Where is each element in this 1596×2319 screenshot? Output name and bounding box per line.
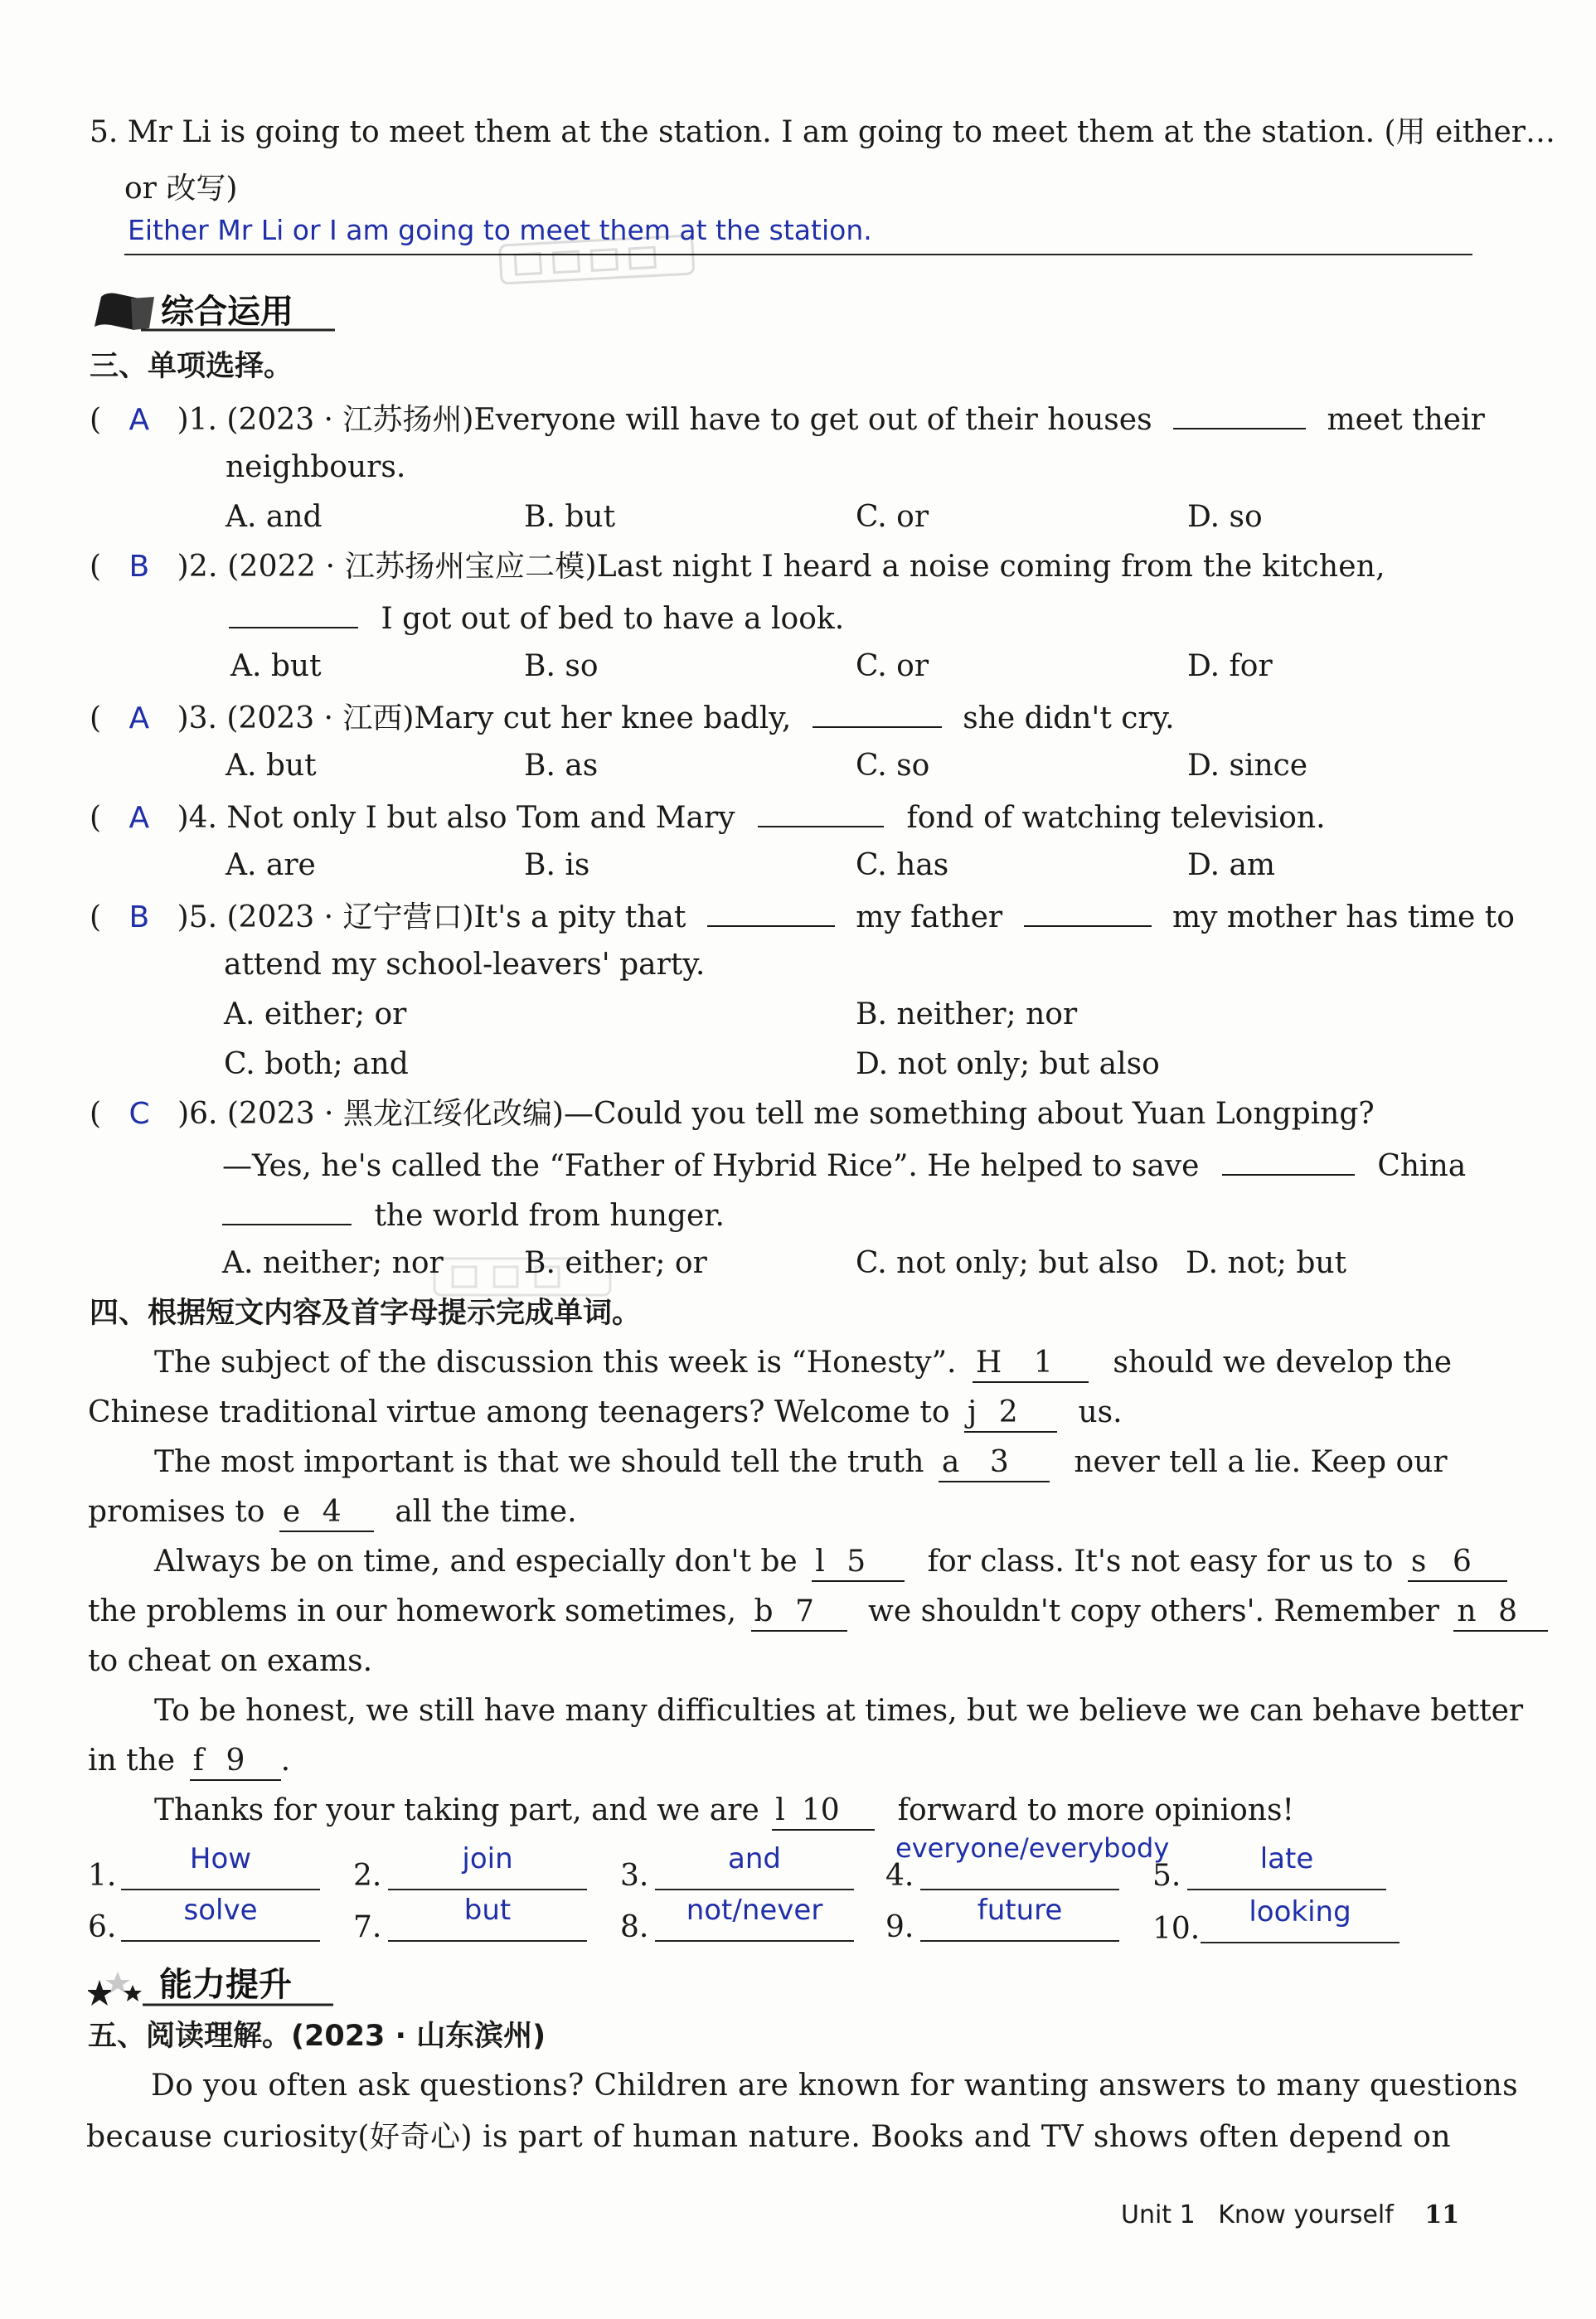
- q5-row: [90, 897, 1515, 936]
- q1-opt-d: D. so: [1187, 500, 1263, 534]
- q6-blank-1: [1222, 1146, 1355, 1176]
- q5-blank-1: [707, 897, 835, 927]
- part3-title: 三、单项选择。: [90, 350, 293, 383]
- hint-5-number: 5: [847, 1545, 866, 1579]
- q6-line2-row: [222, 1146, 1466, 1185]
- q3-bracket-open: (: [90, 701, 102, 735]
- p4-line8: To be honest, we still have many difficulties at times, but we believe we can behave better: [154, 1694, 1524, 1728]
- answer-7: [353, 1894, 587, 1943]
- p4-line4: [88, 1494, 577, 1532]
- hint-9-number: 9: [226, 1744, 245, 1778]
- answer-3-number: 3.: [620, 1859, 649, 1893]
- answer-3-line: [655, 1889, 854, 1890]
- q6-line3: the world from hunger.: [374, 1199, 725, 1233]
- q6-opt-d: D. not; but: [1186, 1246, 1347, 1280]
- footer-title: Know yourself: [1218, 2200, 1394, 2229]
- p4-text-5b: forward to more opinions!: [897, 1793, 1294, 1827]
- q4-stem-tail: fond of watching television.: [906, 801, 1326, 835]
- answer-2-word: join: [462, 1842, 513, 1875]
- hint-8-letter: n: [1457, 1594, 1477, 1628]
- q6-answer: C: [129, 1097, 150, 1131]
- q2-bracket-open: (: [90, 550, 102, 584]
- p4-text-4c: .: [280, 1744, 291, 1778]
- hint-1: [973, 1345, 1089, 1383]
- hint-9: [190, 1743, 281, 1781]
- answer-6-number: 6.: [88, 1910, 117, 1944]
- q4-opt-b: B. is: [524, 848, 590, 882]
- p4-text-2a: The most important is that we should tell the truth: [154, 1445, 924, 1479]
- answer-4-word: everyone/everybody: [895, 1832, 1170, 1864]
- q1-opt-b: B. but: [524, 500, 616, 534]
- hint-9-letter: f: [192, 1744, 204, 1778]
- hint-10-number: 10: [801, 1793, 840, 1827]
- q3-opt-b: B. as: [524, 749, 599, 783]
- p4-line7: to cheat on exams.: [88, 1644, 373, 1678]
- q2-stem: )2. (2022 · 江苏扬州宝应二模)Last night I heard a noise coming from the kitchen,: [177, 550, 1385, 584]
- hint-1-letter: H: [975, 1346, 1002, 1380]
- hint-3-number: 3: [989, 1445, 1009, 1479]
- q6-line2-tail: China: [1377, 1149, 1467, 1183]
- q1-opt-a: A. and: [226, 500, 323, 534]
- answer-7-word: but: [463, 1894, 512, 1927]
- p4-line10: [154, 1793, 1294, 1831]
- answer-6-word: solve: [183, 1894, 258, 1927]
- p4-text-1c: Chinese traditional virtue among teenagers? Welcome to: [88, 1395, 950, 1429]
- answer-9: [885, 1894, 1119, 1943]
- section-comprehensive: [90, 282, 338, 335]
- q5-stem-tail: my mother has time to: [1172, 900, 1515, 934]
- q1-blank: [1173, 400, 1306, 429]
- answer-7-line: [388, 1940, 587, 1942]
- hint-7-number: 7: [795, 1594, 815, 1628]
- q4-opt-c: C. has: [856, 848, 949, 882]
- answer-6-line: [121, 1940, 320, 1942]
- hint-5: [812, 1544, 905, 1582]
- answer-3: [620, 1842, 854, 1892]
- answer-5-number: 5.: [1152, 1859, 1181, 1893]
- q5-line1: 5. Mr Li is going to meet them at the station. I am going to meet them at the station. (用 either…: [90, 115, 1555, 149]
- q3-opt-d: D. since: [1187, 749, 1308, 783]
- q2-blank: [229, 599, 358, 628]
- q3-row: [90, 698, 1175, 737]
- q5-bracket-open: (: [90, 900, 102, 934]
- q2-line2: I got out of bed to have a look.: [381, 602, 845, 636]
- q5-line2: or 改写): [124, 172, 238, 206]
- q5-stem: )5. (2023 · 辽宁营口)It's a pity that: [177, 900, 686, 934]
- hint-5-letter: l: [815, 1545, 825, 1579]
- answer-2-line: [388, 1889, 587, 1890]
- hint-6-number: 6: [1452, 1545, 1472, 1579]
- q1-stem: )1. (2023 · 江苏扬州)Everyone will have to get out of their houses: [177, 403, 1152, 437]
- q2-opt-c: C. or: [856, 649, 929, 683]
- q4-blank: [758, 798, 884, 827]
- q6-blank-2: [222, 1196, 352, 1225]
- q5-opt-c: C. both; and: [224, 1047, 409, 1081]
- answer-5-word: late: [1259, 1842, 1314, 1875]
- q6-opt-a: A. neither; nor: [222, 1246, 444, 1280]
- footer-unit: Unit 1: [1121, 2200, 1196, 2229]
- q1-opt-c: C. or: [856, 500, 929, 534]
- q1-answer: A: [129, 403, 150, 437]
- q4-opt-a: A. are: [226, 848, 316, 882]
- p4-text-2b: never tell a lie. Keep our: [1074, 1445, 1448, 1479]
- q5-line2: attend my school-leavers' party.: [224, 948, 706, 982]
- answer-2: [353, 1842, 587, 1892]
- part5-line1: Do you often ask questions? Children are known for wanting answers to many questions: [151, 2069, 1518, 2103]
- answer-9-word: future: [977, 1894, 1063, 1927]
- answer-7-number: 7.: [353, 1910, 382, 1944]
- hint-4-number: 4: [322, 1495, 342, 1529]
- answer-8-word: not/never: [686, 1894, 823, 1927]
- q1-bracket-open: (: [90, 403, 102, 437]
- hint-7: [751, 1594, 847, 1632]
- hint-2-number: 2: [998, 1395, 1018, 1429]
- p4-text-4b: in the: [88, 1744, 176, 1778]
- p4-line9: [88, 1743, 290, 1781]
- q2-row: [90, 549, 1385, 585]
- q6-stem: )6. (2023 · 黑龙江绥化改编)—Could you tell me something about Yuan Longping?: [177, 1097, 1375, 1131]
- p4-line2: [88, 1395, 1123, 1433]
- hint-1-number: 1: [1033, 1346, 1053, 1380]
- q3-stem: )3. (2023 · 江西)Mary cut her knee badly,: [177, 701, 792, 735]
- part4-title: 四、根据短文内容及首字母提示完成单词。: [90, 1297, 642, 1330]
- hint-10-letter: l: [775, 1793, 785, 1827]
- p4-line6: [88, 1594, 1548, 1632]
- p4-text-5a: Thanks for your taking part, and we are: [154, 1793, 759, 1827]
- q3-opt-a: A. but: [226, 749, 317, 783]
- hint-2: [964, 1395, 1057, 1433]
- q4-bracket-open: (: [90, 801, 102, 835]
- p4-text-1a: The subject of the discussion this week is “Honesty”.: [154, 1346, 957, 1380]
- q2-opt-b: B. so: [524, 649, 599, 683]
- answer-10-word: looking: [1249, 1895, 1351, 1928]
- answer-8-line: [655, 1940, 854, 1942]
- hint-3-letter: a: [941, 1445, 960, 1479]
- q4-stem: )4. Not only I but also Tom and Mary: [177, 801, 735, 835]
- p4-text-3d: we shouldn't copy others'. Remember: [868, 1594, 1439, 1628]
- answer-8-number: 8.: [620, 1910, 649, 1944]
- answer-1-word: How: [189, 1842, 252, 1875]
- q6-row: [90, 1096, 1375, 1133]
- answer-10: [1152, 1894, 1401, 1946]
- footer: [1121, 2200, 1459, 2229]
- answer-1-line: [121, 1889, 320, 1890]
- hint-6: [1408, 1544, 1507, 1582]
- q1-stem-tail: meet their: [1327, 403, 1485, 437]
- q3-answer: A: [129, 701, 150, 735]
- q5-stem-mid: my father: [856, 900, 1003, 934]
- p4-text-1d: us.: [1078, 1395, 1123, 1429]
- q5-answer: B: [129, 900, 150, 934]
- hint-8: [1453, 1594, 1548, 1632]
- answer-4: [885, 1832, 1170, 1893]
- q6-bracket-open: (: [90, 1097, 102, 1131]
- answer-5: [1152, 1842, 1386, 1892]
- answer-4-number: 4.: [885, 1859, 914, 1893]
- answer-1-number: 1.: [88, 1859, 117, 1893]
- hint-2-letter: j: [968, 1395, 977, 1429]
- part5-line2: because curiosity(好奇心) is part of human nature. Books and TV shows often depend on: [86, 2120, 1452, 2154]
- q5-answer-line: [124, 254, 1472, 255]
- q5-opt-b: B. neither; nor: [856, 997, 1078, 1031]
- q4-opt-d: D. am: [1187, 848, 1276, 882]
- p4-text-3b: for class. It's not easy for us to: [927, 1545, 1394, 1579]
- q3-opt-c: C. so: [856, 749, 930, 783]
- q3-stem-tail: she didn't cry.: [963, 701, 1175, 735]
- answer-1: [88, 1842, 320, 1892]
- answer-10-line: [1201, 1942, 1400, 1943]
- q5-blank-2: [1024, 897, 1152, 927]
- section-comprehensive-title: 综合运用: [161, 293, 293, 331]
- q2-line2-row: [229, 599, 844, 638]
- answer-4-line: [920, 1889, 1119, 1890]
- hint-4: [279, 1494, 374, 1532]
- q1-row: [90, 400, 1485, 439]
- p4-line3: [154, 1444, 1448, 1482]
- q1-line2: neighbours.: [226, 450, 406, 484]
- q5-opt-d: D. not only; but also: [856, 1047, 1160, 1081]
- q2-answer: B: [129, 550, 150, 584]
- q3-blank: [813, 698, 942, 728]
- q2-opt-a: A. but: [230, 649, 322, 683]
- answer-5-line: [1187, 1889, 1386, 1890]
- answer-9-number: 9.: [885, 1910, 914, 1944]
- section-improve-title: 能力提升: [159, 1966, 292, 2004]
- p4-text-2c: promises to: [88, 1495, 265, 1529]
- q6-opt-c: C. not only; but also: [856, 1246, 1159, 1280]
- q2-opt-d: D. for: [1187, 649, 1273, 683]
- q6-line3-row: [222, 1196, 725, 1235]
- p4-text-2d: all the time.: [395, 1495, 577, 1529]
- section-improve: [88, 1957, 337, 2010]
- footer-page: 11: [1424, 2200, 1460, 2229]
- q6-opt-b: B. either; or: [524, 1246, 707, 1280]
- answer-6: [88, 1894, 320, 1943]
- hint-6-letter: s: [1410, 1545, 1427, 1579]
- hint-4-letter: e: [282, 1495, 301, 1529]
- q6-line2: —Yes, he's called the “Father of Hybrid Rice”. He helped to save: [222, 1149, 1200, 1183]
- hint-7-letter: b: [754, 1594, 774, 1628]
- hint-10: [772, 1793, 875, 1831]
- hint-8-number: 8: [1498, 1594, 1518, 1628]
- answer-9-line: [920, 1940, 1119, 1942]
- hint-3: [939, 1444, 1050, 1482]
- q4-row: [90, 798, 1326, 837]
- q5-answer: Either Mr Li or I am going to meet them at the station.: [128, 214, 872, 246]
- answer-10-number: 10.: [1152, 1912, 1201, 1946]
- p4-line1: [154, 1345, 1452, 1383]
- p4-line5: [154, 1544, 1507, 1582]
- p4-text-1b: should we develop the: [1113, 1346, 1453, 1380]
- q5-opt-a: A. either; or: [224, 997, 407, 1031]
- answer-3-word: and: [728, 1842, 781, 1875]
- part5-title: 五、阅读理解。(2023 · 山东滨州): [88, 2020, 546, 2053]
- q4-answer: A: [129, 801, 150, 835]
- answer-8: [620, 1894, 854, 1943]
- p4-text-3a: Always be on time, and especially don't be: [154, 1545, 798, 1579]
- p4-text-3c: the problems in our homework sometimes,: [88, 1594, 737, 1628]
- answer-2-number: 2.: [353, 1859, 382, 1893]
